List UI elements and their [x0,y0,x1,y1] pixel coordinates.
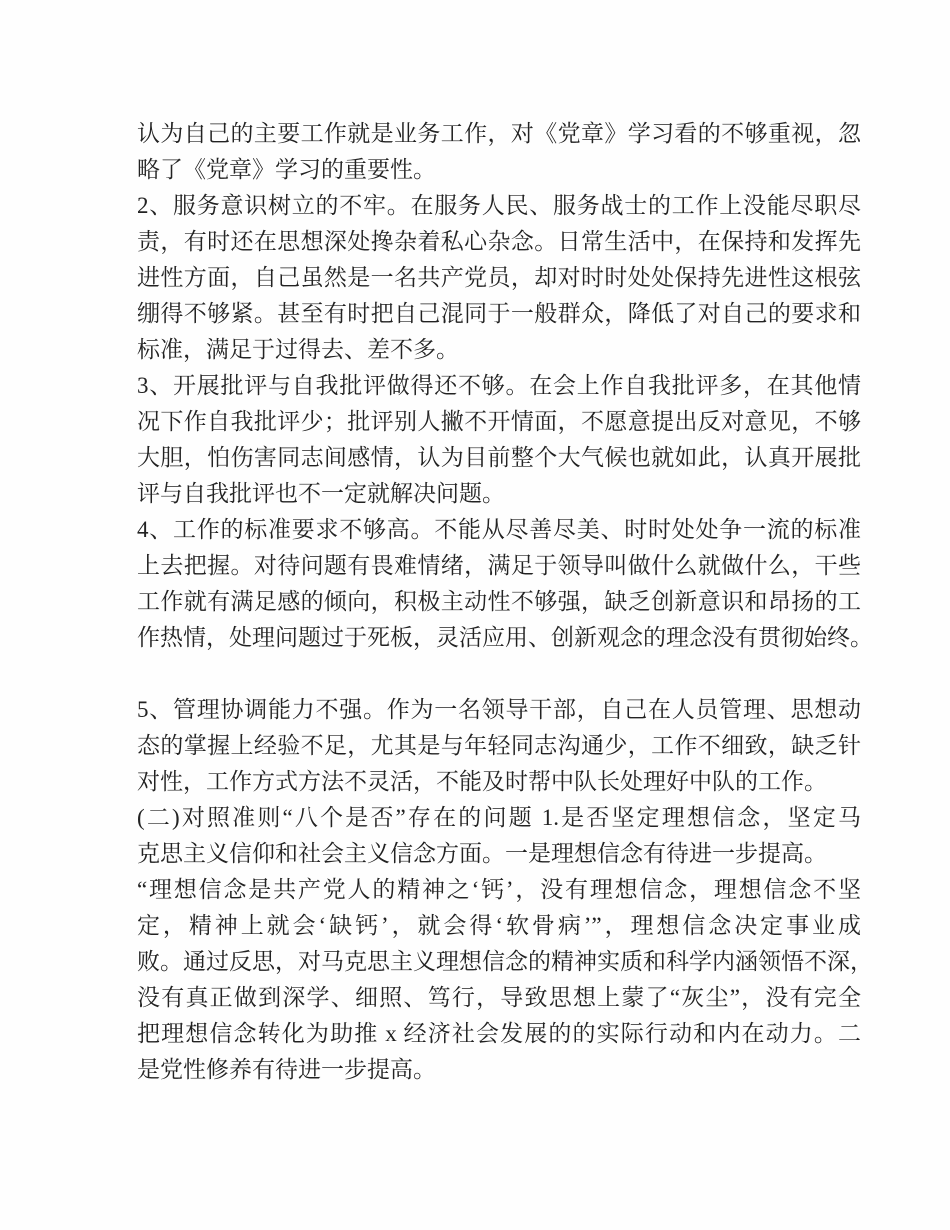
text-line: 作热情，处理问题过于死板，灵活应用、创新观念的理念没有贯彻始终。 [137,625,873,650]
text-line: 5、管理协调能力不强。作为一名领导干部，自己在人员管理、思想动 [137,697,861,722]
text-line: 态的掌握上经验不足，尤其是与年轻同志沟通少，工作不细致，缺乏针 [137,733,861,758]
text-line: 败。通过反思，对马克思主义理想信念的精神实质和科学内涵领悟不深， [137,949,873,974]
text-line: 标准，满足于过得去、差不多。 [137,337,459,362]
text-line: 责，有时还在思想深处搀杂着私心杂念。日常生活中，在保持和发挥先 [137,229,861,254]
text-line: 工作就有满足感的倾向，积极主动性不够强，缺乏创新意识和昂扬的工 [137,589,861,614]
text-line: 克思主义信仰和社会主义信念方面。一是理想信念有待进一步提高。 [137,841,827,866]
text-line: 2、服务意识树立的不牢。在服务人民、服务战士的工作上没能尽职尽 [137,193,861,218]
document-page [137,116,873,1088]
text-line: 定，精神上就会‘缺钙’，就会得‘软骨病’”，理想信念决定事业成 [137,913,861,938]
text-line: 绷得不够紧。甚至有时把自己混同于一般群众，降低了对自己的要求和 [137,301,861,326]
text-line: 没有真正做到深学、细照、笃行，导致思想上蒙了“灰尘”，没有完全 [137,985,861,1010]
text-line: (二)对照准则“八个是否”存在的问题 1.是否坚定理想信念，坚定马 [137,805,861,830]
text-line: 是党性修养有待进一步提高。 [137,1057,436,1082]
text-line: 略了《党章》学习的重要性。 [137,157,436,182]
text-line: 进性方面，自己虽然是一名共产党员，却对时时处处保持先进性这根弦 [137,265,861,290]
text-line: 评与自我批评也不一定就解决问题。 [137,481,505,506]
text-line: 上去把握。对待问题有畏难情绪，满足于领导叫做什么就做什么，干些 [137,553,861,578]
text-line: 认为自己的主要工作就是业务工作，对《党章》学习看的不够重视，忽 [137,121,861,146]
text-line: 对性，工作方式方法不灵活，不能及时帮中队长处理好中队的工作。 [137,769,827,794]
text-line: 4、工作的标准要求不够高。不能从尽善尽美、时时处处争一流的标准 [137,517,861,542]
text-line: 3、开展批评与自我批评做得还不够。在会上作自我批评多，在其他情 [137,373,861,398]
text-line: 把理想信念转化为助推 x 经济社会发展的的实际行动和内在动力。二 [137,1021,861,1046]
text-line: 况下作自我批评少；批评别人撇不开情面，不愿意提出反对意见，不够 [137,409,861,434]
text-line: 大胆，怕伤害同志间感情，认为目前整个大气候也就如此，认真开展批 [137,445,861,470]
text-line: “理想信念是共产党人的精神之‘钙’，没有理想信念，理想信念不坚 [137,877,861,902]
blank-line [137,656,861,692]
